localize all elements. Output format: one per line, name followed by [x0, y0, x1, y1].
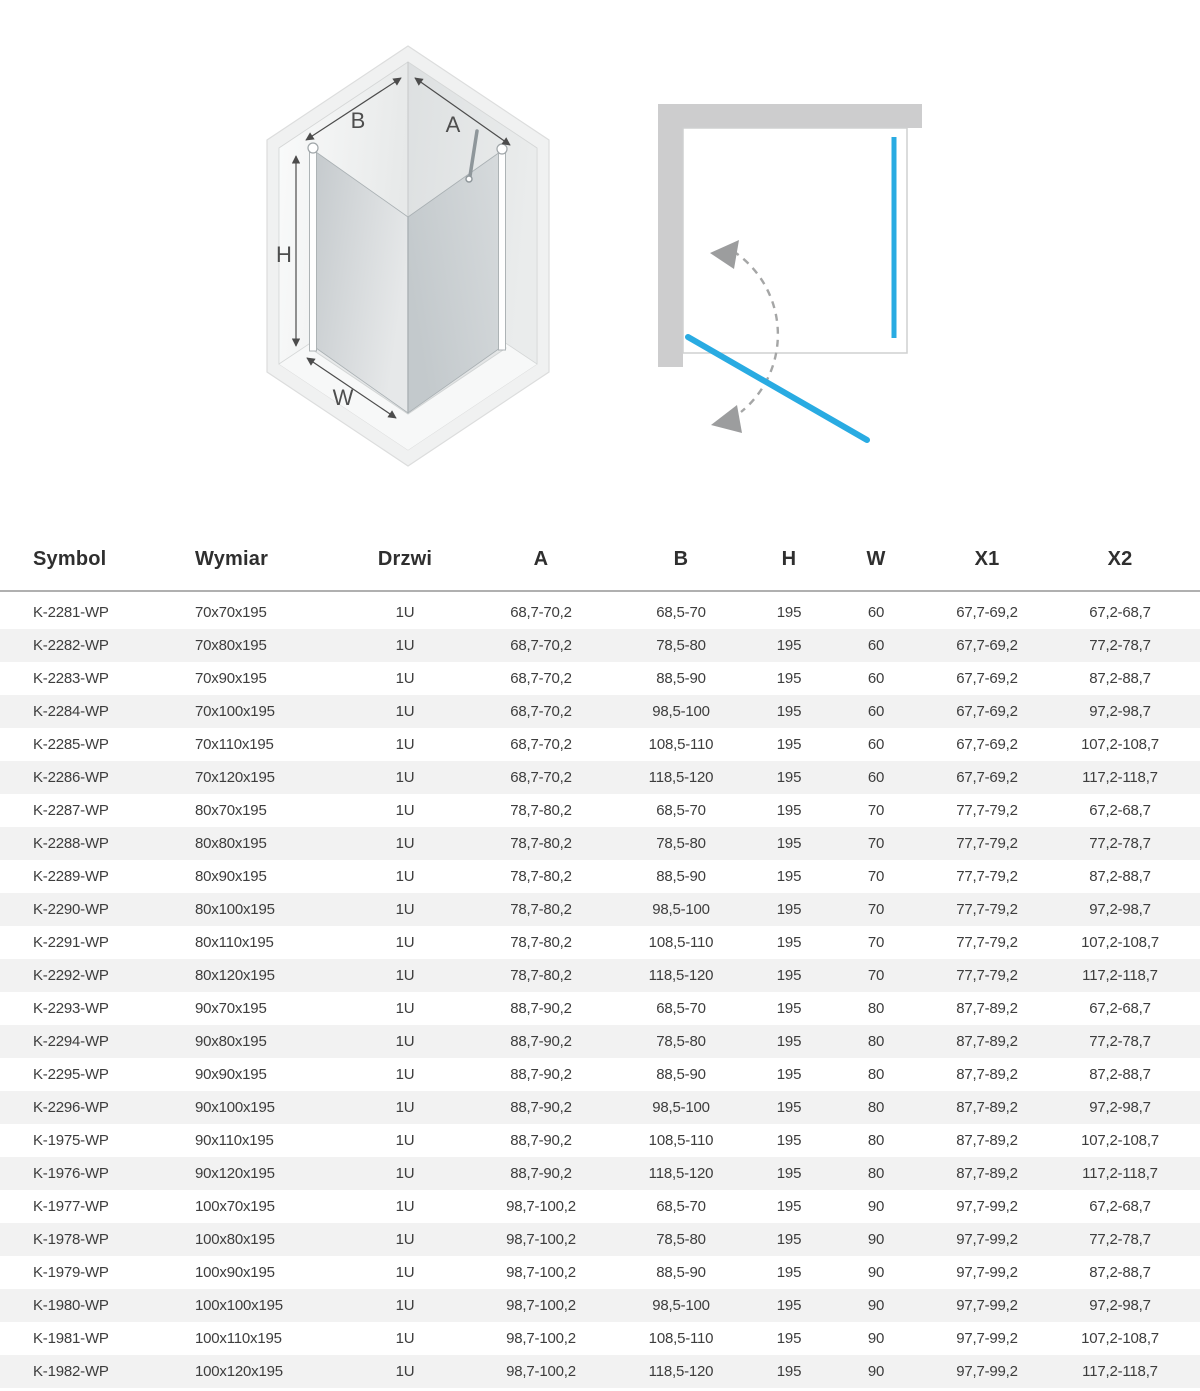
cell-h: 195 [776, 1264, 802, 1281]
column-header-drzwi: Drzwi [377, 547, 433, 570]
table-row [0, 1058, 1200, 1091]
cell-b: 108,5-110 [648, 736, 714, 753]
cell-a: 88,7-90,2 [510, 1066, 572, 1083]
cell-a: 98,7-100,2 [506, 1363, 576, 1380]
cell-symbol: K-2284-WP [33, 703, 109, 720]
table-row [0, 860, 1200, 893]
cell-x1: 87,7-89,2 [956, 1033, 1018, 1050]
cell-b: 108,5-110 [648, 1330, 714, 1347]
cell-drzwi: 1U [395, 1231, 415, 1248]
cell-a: 68,7-70,2 [510, 670, 572, 687]
cell-w: 70 [867, 802, 885, 819]
cell-x1: 87,7-89,2 [956, 1000, 1018, 1017]
cell-b: 98,5-100 [652, 703, 710, 720]
cell-b: 88,5-90 [656, 868, 706, 885]
cell-x2: 77,2-78,7 [1089, 637, 1151, 654]
column-header-wymiar: Wymiar [195, 547, 269, 570]
cell-x1: 97,7-99,2 [956, 1330, 1018, 1347]
plan-side-wall [658, 104, 683, 367]
cell-drzwi: 1U [395, 967, 415, 984]
cell-wymiar: 90x80x195 [195, 1033, 267, 1050]
cell-symbol: K-1981-WP [33, 1330, 109, 1347]
cell-x2: 107,2-108,7 [1081, 1330, 1159, 1347]
cell-symbol: K-2286-WP [33, 769, 109, 786]
cell-w: 80 [867, 1066, 885, 1083]
cell-drzwi: 1U [395, 1330, 415, 1347]
cell-x2: 117,2-118,7 [1082, 1165, 1158, 1182]
cell-x1: 77,7-79,2 [956, 901, 1018, 918]
cell-w: 90 [867, 1330, 885, 1347]
table-row [0, 728, 1200, 761]
cell-h: 195 [776, 703, 802, 720]
cell-a: 68,7-70,2 [510, 604, 572, 621]
cell-drzwi: 1U [395, 802, 415, 819]
cell-h: 195 [776, 769, 802, 786]
cell-x1: 87,7-89,2 [956, 1066, 1018, 1083]
cell-wymiar: 100x120x195 [195, 1363, 283, 1380]
cell-h: 195 [776, 868, 802, 885]
cell-w: 80 [867, 1099, 885, 1116]
cell-x1: 97,7-99,2 [956, 1231, 1018, 1248]
cell-w: 60 [867, 736, 885, 753]
table-row [0, 794, 1200, 827]
cell-wymiar: 90x110x195 [195, 1132, 274, 1149]
cell-drzwi: 1U [395, 1363, 415, 1380]
cell-h: 195 [776, 1099, 802, 1116]
cell-wymiar: 80x70x195 [195, 802, 267, 819]
cell-symbol: K-2287-WP [33, 802, 109, 819]
cell-symbol: K-1978-WP [33, 1231, 109, 1248]
cell-h: 195 [776, 1363, 802, 1380]
cell-w: 80 [867, 1000, 885, 1017]
cell-x2: 107,2-108,7 [1081, 934, 1159, 951]
door-handle-knob [466, 176, 472, 182]
cell-wymiar: 80x80x195 [195, 835, 267, 852]
cell-h: 195 [776, 934, 802, 951]
cell-a: 68,7-70,2 [510, 703, 572, 720]
table-row [0, 1124, 1200, 1157]
cell-x2: 97,2-98,7 [1089, 1297, 1151, 1314]
cell-symbol: K-2282-WP [33, 637, 109, 654]
cell-a: 98,7-100,2 [506, 1297, 576, 1314]
cell-x1: 87,7-89,2 [956, 1165, 1018, 1182]
cell-w: 90 [867, 1297, 885, 1314]
cell-x1: 67,7-69,2 [956, 670, 1018, 687]
cell-drzwi: 1U [395, 1132, 415, 1149]
cell-wymiar: 80x120x195 [195, 967, 275, 984]
table-row [0, 926, 1200, 959]
isometric-diagram [240, 28, 584, 480]
cell-symbol: K-1976-WP [33, 1165, 109, 1182]
cell-w: 70 [867, 835, 885, 852]
cell-drzwi: 1U [395, 1297, 415, 1314]
cell-a: 78,7-80,2 [510, 967, 572, 984]
dim-label-h: H [276, 242, 292, 267]
cell-drzwi: 1U [395, 736, 415, 753]
cell-x2: 87,2-88,7 [1089, 670, 1151, 687]
cell-b: 78,5-80 [656, 835, 706, 852]
cell-a: 88,7-90,2 [510, 1000, 572, 1017]
cell-drzwi: 1U [395, 703, 415, 720]
dim-label-w: W [332, 385, 354, 410]
cell-h: 195 [776, 967, 802, 984]
cell-symbol: K-2288-WP [33, 835, 109, 852]
cell-x1: 87,7-89,2 [956, 1099, 1018, 1116]
cell-x2: 77,2-78,7 [1089, 1231, 1151, 1248]
cell-b: 68,5-70 [656, 604, 706, 621]
cell-a: 98,7-100,2 [506, 1264, 576, 1281]
cell-symbol: K-1975-WP [33, 1132, 109, 1149]
cell-x1: 97,7-99,2 [956, 1297, 1018, 1314]
cell-wymiar: 100x80x195 [195, 1231, 275, 1248]
cell-drzwi: 1U [395, 604, 415, 621]
cell-wymiar: 90x70x195 [195, 1000, 267, 1017]
cell-symbol: K-2281-WP [33, 604, 109, 621]
cell-h: 195 [776, 670, 802, 687]
table-row [0, 1190, 1200, 1223]
cell-symbol: K-1982-WP [33, 1363, 109, 1380]
cell-b: 68,5-70 [656, 1198, 706, 1215]
column-header-x1: X1 [974, 547, 1000, 570]
cell-drzwi: 1U [395, 1000, 415, 1017]
cell-x1: 67,7-69,2 [956, 703, 1018, 720]
table-row [0, 662, 1200, 695]
cell-a: 78,7-80,2 [510, 868, 572, 885]
cell-symbol: K-2292-WP [33, 967, 109, 984]
cell-h: 195 [776, 1231, 802, 1248]
cell-b: 88,5-90 [656, 1264, 706, 1281]
cell-x2: 77,2-78,7 [1089, 835, 1151, 852]
cell-a: 88,7-90,2 [510, 1165, 572, 1182]
cell-h: 195 [776, 1066, 802, 1083]
cell-wymiar: 90x120x195 [195, 1165, 275, 1182]
cell-h: 195 [776, 1000, 802, 1017]
cell-a: 98,7-100,2 [506, 1330, 576, 1347]
cell-w: 80 [867, 1165, 885, 1182]
cell-h: 195 [776, 1033, 802, 1050]
cell-b: 68,5-70 [656, 802, 706, 819]
cell-h: 195 [776, 736, 802, 753]
cell-drzwi: 1U [395, 1198, 415, 1215]
cell-drzwi: 1U [395, 1066, 415, 1083]
cell-x2: 117,2-118,7 [1082, 769, 1158, 786]
column-header-symbol: Symbol [33, 547, 107, 570]
cell-x2: 107,2-108,7 [1081, 1132, 1159, 1149]
cell-wymiar: 70x110x195 [195, 736, 274, 753]
cell-w: 90 [867, 1198, 885, 1215]
table-row [0, 1157, 1200, 1190]
cell-wymiar: 80x90x195 [195, 868, 267, 885]
profile-cap-left [308, 143, 318, 153]
profile-cap-right [497, 144, 507, 154]
cell-x1: 97,7-99,2 [956, 1198, 1018, 1215]
cell-w: 60 [867, 637, 885, 654]
cell-x1: 97,7-99,2 [956, 1264, 1018, 1281]
cell-b: 88,5-90 [656, 670, 706, 687]
cell-wymiar: 100x100x195 [195, 1297, 283, 1314]
cell-a: 88,7-90,2 [510, 1033, 572, 1050]
cell-x2: 97,2-98,7 [1089, 901, 1151, 918]
enclosure-outline [683, 128, 907, 353]
cell-wymiar: 70x120x195 [195, 769, 275, 786]
cell-wymiar: 80x100x195 [195, 901, 275, 918]
cell-wymiar: 80x110x195 [195, 934, 274, 951]
swing-arrow-up-icon [710, 240, 739, 269]
cell-a: 68,7-70,2 [510, 736, 572, 753]
cell-h: 195 [776, 1198, 802, 1215]
swing-arrow-down-icon [711, 405, 742, 433]
cell-symbol: K-2295-WP [33, 1066, 109, 1083]
cell-wymiar: 70x70x195 [195, 604, 267, 621]
cell-symbol: K-2285-WP [33, 736, 109, 753]
cell-symbol: K-2290-WP [33, 901, 109, 918]
plan-top-wall [658, 104, 922, 128]
cell-symbol: K-2293-WP [33, 1000, 109, 1017]
cell-a: 68,7-70,2 [510, 637, 572, 654]
cell-wymiar: 100x90x195 [195, 1264, 275, 1281]
cell-a: 98,7-100,2 [506, 1198, 576, 1215]
cell-b: 98,5-100 [652, 1297, 710, 1314]
cell-x1: 67,7-69,2 [956, 736, 1018, 753]
cell-h: 195 [776, 802, 802, 819]
cell-wymiar: 100x70x195 [195, 1198, 275, 1215]
cell-b: 118,5-120 [648, 967, 714, 984]
table-row [0, 1322, 1200, 1355]
cell-a: 98,7-100,2 [506, 1231, 576, 1248]
cell-x2: 107,2-108,7 [1081, 736, 1159, 753]
cell-x1: 77,7-79,2 [956, 802, 1018, 819]
table-row [0, 1025, 1200, 1058]
cell-a: 78,7-80,2 [510, 835, 572, 852]
cell-drzwi: 1U [395, 934, 415, 951]
cell-w: 70 [867, 868, 885, 885]
cell-x2: 87,2-88,7 [1089, 1066, 1151, 1083]
table-row [0, 827, 1200, 860]
cell-x2: 77,2-78,7 [1089, 1033, 1151, 1050]
cell-a: 78,7-80,2 [510, 802, 572, 819]
table-row [0, 596, 1200, 629]
cell-x1: 67,7-69,2 [956, 769, 1018, 786]
table-row [0, 1289, 1200, 1322]
cell-wymiar: 90x100x195 [195, 1099, 275, 1116]
cell-a: 68,7-70,2 [510, 769, 572, 786]
cell-x2: 117,2-118,7 [1082, 967, 1158, 984]
cell-wymiar: 70x80x195 [195, 637, 267, 654]
cell-h: 195 [776, 1165, 802, 1182]
cell-b: 108,5-110 [648, 934, 714, 951]
cell-b: 78,5-80 [656, 1231, 706, 1248]
cell-symbol: K-2291-WP [33, 934, 109, 951]
cell-x1: 77,7-79,2 [956, 835, 1018, 852]
cell-x1: 87,7-89,2 [956, 1132, 1018, 1149]
table-row [0, 695, 1200, 728]
cell-x2: 67,2-68,7 [1089, 604, 1151, 621]
cell-w: 90 [867, 1264, 885, 1281]
cell-h: 195 [776, 1297, 802, 1314]
table-row [0, 1256, 1200, 1289]
cell-wymiar: 100x110x195 [195, 1330, 282, 1347]
cell-x2: 97,2-98,7 [1089, 703, 1151, 720]
cell-x2: 87,2-88,7 [1089, 868, 1151, 885]
table-row [0, 1091, 1200, 1124]
cell-h: 195 [776, 604, 802, 621]
cell-b: 118,5-120 [648, 769, 714, 786]
cell-h: 195 [776, 1330, 802, 1347]
cell-b: 88,5-90 [656, 1066, 706, 1083]
dim-label-b: B [350, 108, 366, 133]
cell-symbol: K-2294-WP [33, 1033, 109, 1050]
cell-drzwi: 1U [395, 1264, 415, 1281]
cell-b: 78,5-80 [656, 637, 706, 654]
column-header-w: W [866, 547, 886, 570]
cell-x2: 67,2-68,7 [1089, 1198, 1151, 1215]
cell-h: 195 [776, 637, 802, 654]
cell-x1: 97,7-99,2 [956, 1363, 1018, 1380]
cell-w: 80 [867, 1132, 885, 1149]
cell-a: 88,7-90,2 [510, 1099, 572, 1116]
cell-b: 118,5-120 [648, 1165, 714, 1182]
table-row [0, 761, 1200, 794]
dim-label-a: A [445, 112, 461, 137]
cell-symbol: K-1979-WP [33, 1264, 109, 1281]
cell-x2: 67,2-68,7 [1089, 1000, 1151, 1017]
table-row [0, 959, 1200, 992]
column-header-h: H [781, 547, 797, 570]
cell-wymiar: 90x90x195 [195, 1066, 267, 1083]
cell-w: 70 [867, 934, 885, 951]
cell-h: 195 [776, 901, 802, 918]
column-header-a: A [533, 547, 549, 570]
wall-profile-left [310, 146, 317, 351]
cell-x1: 77,7-79,2 [956, 868, 1018, 885]
wall-profile-right [499, 146, 506, 350]
cell-b: 98,5-100 [652, 1099, 710, 1116]
cell-b: 108,5-110 [648, 1132, 714, 1149]
cell-drzwi: 1U [395, 901, 415, 918]
cell-drzwi: 1U [395, 1165, 415, 1182]
table-row [0, 1355, 1200, 1388]
cell-w: 60 [867, 769, 885, 786]
cell-x1: 77,7-79,2 [956, 967, 1018, 984]
cell-wymiar: 70x90x195 [195, 670, 267, 687]
table-row [0, 1223, 1200, 1256]
table-row [0, 629, 1200, 662]
cell-x1: 67,7-69,2 [956, 637, 1018, 654]
cell-a: 78,7-80,2 [510, 901, 572, 918]
cell-b: 118,5-120 [648, 1363, 714, 1380]
cell-drzwi: 1U [395, 868, 415, 885]
table-row [0, 893, 1200, 926]
table-body [0, 592, 1200, 1388]
top-view-diagram [640, 92, 950, 460]
cell-x1: 67,7-69,2 [956, 604, 1018, 621]
cell-symbol: K-2296-WP [33, 1099, 109, 1116]
cell-w: 60 [867, 703, 885, 720]
cell-x2: 97,2-98,7 [1089, 1099, 1151, 1116]
cell-x2: 87,2-88,7 [1089, 1264, 1151, 1281]
cell-w: 70 [867, 967, 885, 984]
table-header-row [0, 528, 1200, 592]
cell-drzwi: 1U [395, 637, 415, 654]
cell-drzwi: 1U [395, 835, 415, 852]
cell-h: 195 [776, 1132, 802, 1149]
cell-w: 60 [867, 670, 885, 687]
cell-wymiar: 70x100x195 [195, 703, 275, 720]
cell-x2: 67,2-68,7 [1089, 802, 1151, 819]
table-row [0, 992, 1200, 1025]
cell-drzwi: 1U [395, 769, 415, 786]
cell-drzwi: 1U [395, 1099, 415, 1116]
cell-w: 90 [867, 1231, 885, 1248]
cell-w: 90 [867, 1363, 885, 1380]
cell-drzwi: 1U [395, 670, 415, 687]
cell-b: 98,5-100 [652, 901, 710, 918]
cell-symbol: K-1980-WP [33, 1297, 109, 1314]
cell-symbol: K-2289-WP [33, 868, 109, 885]
spec-table [0, 528, 1200, 1388]
column-header-b: B [673, 547, 689, 570]
cell-x2: 117,2-118,7 [1082, 1363, 1158, 1380]
cell-symbol: K-2283-WP [33, 670, 109, 687]
cell-x1: 77,7-79,2 [956, 934, 1018, 951]
cell-b: 78,5-80 [656, 1033, 706, 1050]
cell-symbol: K-1977-WP [33, 1198, 109, 1215]
cell-b: 68,5-70 [656, 1000, 706, 1017]
cell-w: 70 [867, 901, 885, 918]
cell-w: 60 [867, 604, 885, 621]
column-header-x2: X2 [1107, 547, 1133, 570]
cell-a: 78,7-80,2 [510, 934, 572, 951]
cell-h: 195 [776, 835, 802, 852]
cell-a: 88,7-90,2 [510, 1132, 572, 1149]
cell-w: 80 [867, 1033, 885, 1050]
cell-drzwi: 1U [395, 1033, 415, 1050]
